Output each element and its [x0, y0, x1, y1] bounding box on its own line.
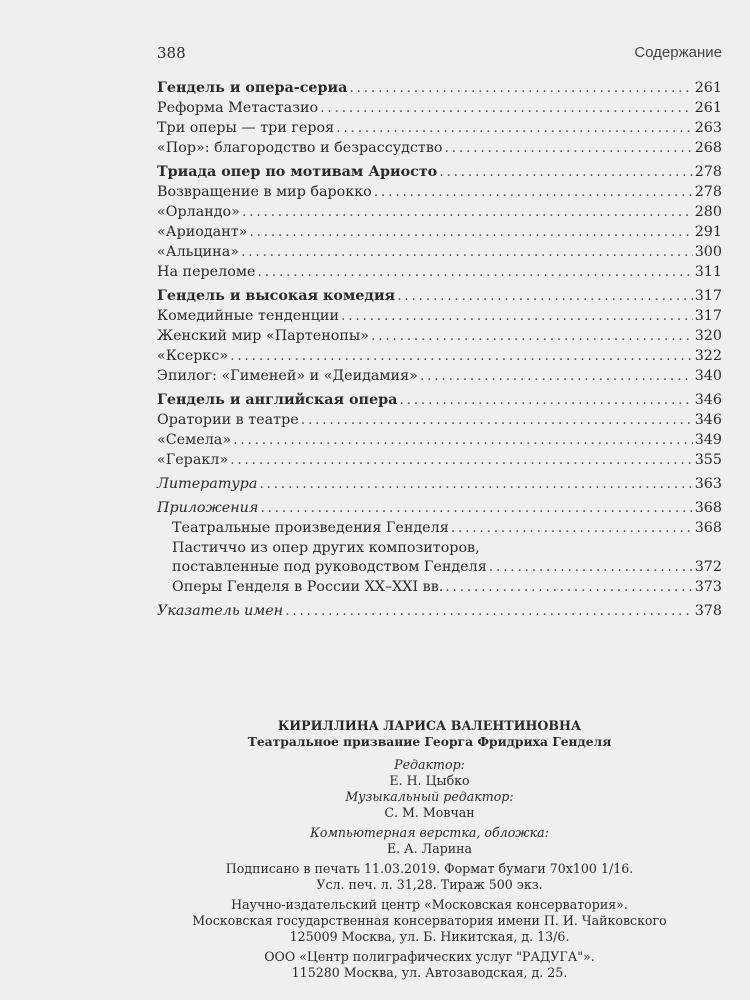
- toc-entry-page: 268: [694, 140, 722, 156]
- toc-entry: [157, 98, 722, 118]
- toc-entry-title: Три оперы — три героя: [157, 120, 335, 136]
- toc-entry: [157, 286, 722, 306]
- section-title: Содержание: [634, 44, 722, 61]
- toc-group: [157, 474, 722, 494]
- toc-entry: [157, 222, 722, 242]
- toc-entry-title: Театральные произведения Генделя: [172, 520, 449, 536]
- toc-entry-page: 291: [694, 224, 722, 240]
- toc-entry: [157, 326, 722, 346]
- toc-entry-page: 373: [694, 579, 722, 595]
- toc-entry-title: На переломе: [157, 264, 256, 280]
- publisher-1: Научно-издательский центр «Московская консерватория».: [231, 897, 628, 912]
- dot-leader: [241, 242, 693, 262]
- toc-entry: [157, 78, 722, 98]
- toc-entry-title: «Семела»: [157, 432, 232, 448]
- layout-label: Компьютерная верстка, обложка:: [310, 825, 549, 840]
- toc-entry-title: Оратории в театре: [157, 412, 299, 428]
- toc-entry-title: «Альцина»: [157, 244, 239, 260]
- print-info-2: Усл. печ. л. 31,28. Тираж 500 экз.: [316, 877, 543, 892]
- toc-entry-title: Оперы Генделя в России XX–XXI вв.: [172, 579, 444, 595]
- dot-leader: [374, 182, 693, 202]
- toc-entry-page: 349: [694, 432, 722, 448]
- layout-name: Е. А. Ларина: [386, 841, 473, 856]
- author-name: КИРИЛЛИНА ЛАРИСА ВАЛЕНТИНОВНА: [277, 718, 582, 733]
- toc-entry-title: «Ксеркс»: [157, 348, 229, 364]
- toc-entry-title: «Пор»: благородство и безрассудство: [157, 140, 443, 156]
- toc-entry-title: Триада опер по мотивам Ариосто: [157, 164, 438, 180]
- toc-entry: [157, 430, 722, 450]
- toc-entry-page: 346: [694, 392, 722, 408]
- dot-leader: [233, 430, 693, 450]
- dot-leader: [259, 474, 692, 494]
- toc-entry: [157, 601, 722, 621]
- toc-entry: [157, 182, 722, 202]
- toc-entry-page: 355: [694, 452, 722, 468]
- toc-entry-title: Гендель и опера-сериа: [157, 80, 348, 96]
- dot-leader: [336, 118, 693, 138]
- dot-leader: [445, 138, 693, 158]
- dot-leader: [301, 410, 693, 430]
- dot-leader: [230, 346, 693, 366]
- toc-entry-page: 372: [694, 559, 722, 575]
- toc-entry-page: 280: [694, 204, 722, 220]
- toc-group: [157, 390, 722, 470]
- toc-entry-title: Комедийные тенденции: [157, 308, 339, 324]
- music-editor-label: Музыкальный редактор:: [345, 789, 514, 804]
- music-editor-name: С. М. Мовчан: [384, 805, 475, 820]
- publisher-3: 125009 Москва, ул. Б. Никитская, д. 13/6.: [289, 929, 570, 944]
- toc-entry: [157, 118, 722, 138]
- toc-entry-page: 300: [694, 244, 722, 260]
- toc-entry: [157, 538, 722, 557]
- toc-group: [157, 286, 722, 386]
- dot-leader: [349, 78, 692, 98]
- toc-entry: [157, 474, 722, 494]
- dot-leader: [320, 98, 693, 118]
- toc-entry: [157, 162, 722, 182]
- toc-entry: [157, 242, 722, 262]
- toc-entry-page: 278: [694, 184, 722, 200]
- toc-entry-title: Реформа Метастазио: [157, 100, 319, 116]
- toc-entry-page: 278: [694, 164, 722, 180]
- toc-entry-title: Возвращение в мир барокко: [157, 184, 372, 200]
- toc-entry-page: 363: [694, 476, 722, 492]
- dot-leader: [249, 222, 692, 242]
- editor-label: Редактор:: [394, 757, 465, 772]
- toc-entry: [157, 557, 722, 577]
- toc-entry-title: Указатель имен: [157, 603, 284, 619]
- dot-leader: [420, 366, 693, 386]
- publisher-2: Московская государственная консерватория имени П. И. Чайковского: [192, 913, 667, 928]
- book-title: Театральное призвание Георга Фридриха Генделя: [247, 734, 612, 749]
- dot-leader: [285, 601, 693, 621]
- printer-2: 115280 Москва, ул. Автозаводская, д. 25.: [291, 965, 568, 980]
- toc-entry: [157, 346, 722, 366]
- toc-entry-page: 320: [694, 328, 722, 344]
- imprint: [157, 718, 702, 981]
- toc-entry: [157, 498, 722, 518]
- toc-entry-page: 340: [694, 368, 722, 384]
- toc-entry-page: 317: [694, 288, 722, 304]
- toc-entry-page: 368: [694, 500, 722, 516]
- toc-entry-title: Пастиччо из опер других композиторов,: [172, 540, 480, 556]
- toc-entry-page: 263: [694, 120, 722, 136]
- toc-entry: [157, 518, 722, 538]
- toc-group: [157, 601, 722, 621]
- toc-entry: [157, 410, 722, 430]
- toc-entry-page: 311: [694, 264, 722, 280]
- toc-entry-title: «Ариодант»: [157, 224, 248, 240]
- dot-leader: [451, 518, 693, 538]
- toc-entry-page: 322: [694, 348, 722, 364]
- dot-leader: [399, 390, 692, 410]
- editor-name: Е. Н. Цыбко: [389, 773, 470, 788]
- toc-entry: [157, 390, 722, 410]
- toc-entry-title: Литература: [157, 476, 258, 492]
- toc-entry-page: 346: [694, 412, 722, 428]
- dot-leader: [371, 326, 693, 346]
- toc-entry: [157, 138, 722, 158]
- dot-leader: [341, 306, 693, 326]
- dot-leader: [242, 202, 693, 222]
- toc-entry-title: «Орландо»: [157, 204, 240, 220]
- dot-leader: [439, 162, 692, 182]
- dot-leader: [257, 262, 692, 282]
- toc-entry: [157, 306, 722, 326]
- toc-entry-title: поставленные под руководством Генделя: [172, 559, 487, 575]
- table-of-contents: [157, 78, 722, 625]
- printer-1: ООО «Центр полиграфических услуг "РАДУГА"».: [264, 949, 595, 964]
- toc-entry-title: Приложения: [157, 500, 259, 516]
- dot-leader: [260, 498, 692, 518]
- toc-entry-title: «Геракл»: [157, 452, 229, 468]
- dot-leader: [397, 286, 693, 306]
- toc-entry: [157, 366, 722, 386]
- dot-leader: [230, 450, 693, 470]
- dot-leader: [489, 557, 693, 577]
- toc-entry-page: 378: [694, 603, 722, 619]
- toc-entry-page: 368: [694, 520, 722, 536]
- running-header: [157, 44, 722, 64]
- toc-group: [157, 78, 722, 158]
- toc-entry-page: 261: [694, 80, 722, 96]
- toc-group: [157, 162, 722, 282]
- toc-entry: [157, 577, 722, 597]
- toc-entry-title: Гендель и высокая комедия: [157, 288, 396, 304]
- print-info-1: Подписано в печать 11.03.2019. Формат бумаги 70х100 1/16.: [225, 861, 634, 876]
- toc-entry: [157, 450, 722, 470]
- toc-entry-page: 261: [694, 100, 722, 116]
- toc-entry-page: 317: [694, 308, 722, 324]
- toc-entry-title: Гендель и английская опера: [157, 392, 398, 408]
- toc-entry: [157, 202, 722, 222]
- dot-leader: [445, 577, 692, 597]
- toc-entry-title: Женский мир «Партенопы»: [157, 328, 369, 344]
- toc-entry: [157, 262, 722, 282]
- page-number: 388: [157, 44, 186, 62]
- toc-group: [157, 498, 722, 597]
- toc-entry-title: Эпилог: «Гименей» и «Деидамия»: [157, 368, 418, 384]
